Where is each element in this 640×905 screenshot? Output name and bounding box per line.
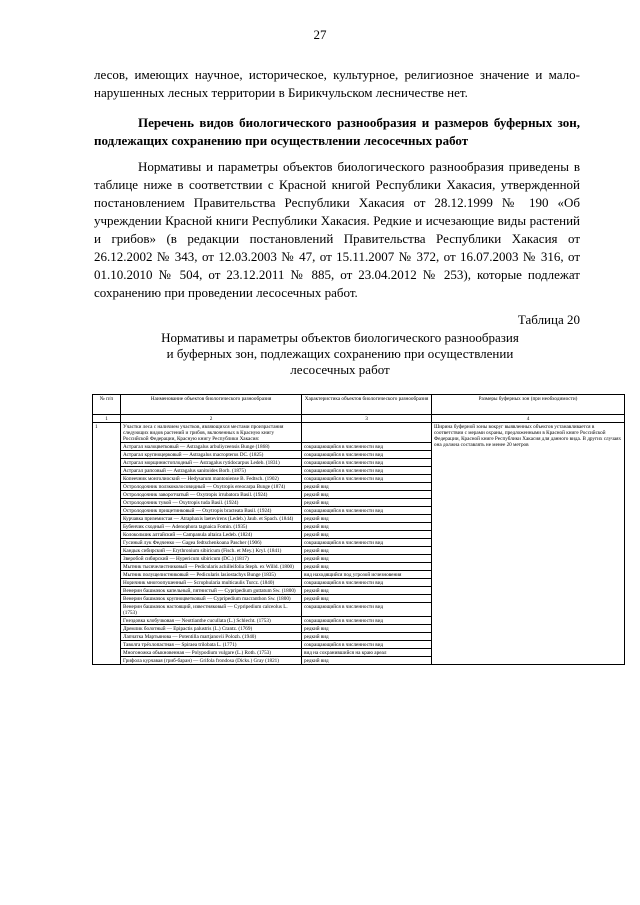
species-name-cell: Остролодочник тувой — Oxytropis tuda Basil. (1924) xyxy=(121,499,302,507)
species-name-cell: Курчавка приземистая — Atraphaxis laetevirens (Ledeb.) Jaub. et Spach. (1844) xyxy=(121,515,302,523)
intro-paragraph: лесов, имеющих научное, историческое, культурное, религиозное значение и мало-нарушенных лесных территории в Бирикчульском лесничестве нет. xyxy=(94,67,580,100)
characteristic-cell: сокращающийся в численности вид xyxy=(302,617,432,625)
characteristic-cell: редкий вид xyxy=(302,491,432,499)
table-header-row xyxy=(93,395,625,415)
characteristic-cell: сокращающийся в численности вид xyxy=(302,451,432,459)
characteristic-cell: редкий вид xyxy=(302,587,432,595)
characteristic-cell: вид на сохранившийся на краю ареал xyxy=(302,649,432,657)
characteristic-cell: сокращающийся в численности вид xyxy=(302,579,432,587)
species-name-cell: Астрагал морщинистоплодный — Astragalus rytidocarpus Ledeb. (1831) xyxy=(121,459,302,467)
body-paragraph: Нормативы и параметры объектов биологического разнообразия приведены в таблице ниже в соответствии с Красной книгой Республики Хакасия, утвержденной постановлением Правительства Республики Хакасия от 28.12.1999 № 190 «Об учреждении Красной книги Республики Хакасия. Редкие и исчезающие виды растений и грибов» (в редакции постановлений Правительства Республики Хакасия от 26.12.2002 № 343, от 12.03.2003 № 47, от 15.11.2007 № 372, от 16.07.2003 № 316, от 01.10.2010 № 504, от 23.12.2011 № 885, от 23.04.2012 № 253), которые подлежат сохранению при проведении лесосечных работ. xyxy=(94,159,580,300)
characteristic-cell: редкий вид xyxy=(302,547,432,555)
index-cell: 2 xyxy=(121,415,302,423)
species-name-cell: Зверобой сибирский — Hypericum sibiricum (DC.) (1817) xyxy=(121,555,302,563)
species-table xyxy=(92,394,625,665)
characteristic-cell: редкий вид xyxy=(302,633,432,641)
characteristic-cell xyxy=(302,423,432,443)
species-name-cell: Остролодочник ползкоколосовидный — Oxytropis ereocarpa Bunge (1874) xyxy=(121,483,302,491)
species-name-cell: Астрагал малоцветковый — Astragalus arbuliyceensis Bunge (1868) xyxy=(121,443,302,451)
header-buffer: Размеры буферных зон (при необходимости) xyxy=(432,395,625,415)
species-name-cell: Участки леса с наличием участков, являющихся местами произрастания следующих видов растений и грибов, включенных в Красную книгу Российской Федерации, Красную книгу Республики Хакасия: xyxy=(121,423,302,443)
species-name-cell: Таволга трёхлопастная — Spiraea trilobata L. (1771) xyxy=(121,641,302,649)
characteristic-cell: вид находящийся под угрозой исчезновения xyxy=(302,571,432,579)
index-cell: 3 xyxy=(302,415,432,423)
characteristic-cell: сокращающийся в численности вид xyxy=(302,459,432,467)
species-name-cell: Венерин башмачок настоящий, известняковый — Cypripedium calceolus L. (1753) xyxy=(121,603,302,617)
buffer-zone-cell: Ширина буферной зоны вокруг выявленных объектов устанавливается в соответствии с мерами охраны, предложенными в Красной книге Российской Федерации, Красной книге Республики Хакасия для данного вида. В других случаях она должна составлять не менее 20 метров xyxy=(432,423,625,665)
characteristic-cell: сокращающийся в численности вид xyxy=(302,443,432,451)
page-number: 27 xyxy=(313,27,327,42)
species-name-cell: Гусиный лук Федченко — Gagea fedtschenkoana Pascher (1906) xyxy=(121,539,302,547)
characteristic-cell: сокращающийся в численности вид xyxy=(302,641,432,649)
species-name-cell: Дремлик болотный — Epipactis palustris (L.) Crantz. (1769) xyxy=(121,625,302,633)
species-name-cell: Грифола курчавая (гриб-баран) — Grifola frondosa (Dicks.) Gray (1821) xyxy=(121,657,302,665)
species-name-cell: Венерин башмачок капельный, пятнистый — Cypripedium guttatum Sw. (1800) xyxy=(121,587,302,595)
characteristic-cell: сокращающийся в численности вид xyxy=(302,475,432,483)
characteristic-cell: сокращающийся в численности вид xyxy=(302,467,432,475)
characteristic-cell: редкий вид xyxy=(302,563,432,571)
table-row xyxy=(93,423,625,443)
characteristic-cell: редкий вид xyxy=(302,595,432,603)
species-name-cell: Норичник многоопушенный — Scrophularia multicaulis Turcz. (1840) xyxy=(121,579,302,587)
species-name-cell: Венерин башмачок крупноцветковый — Cypripedium macranthon Sw. (1800) xyxy=(121,595,302,603)
characteristic-cell: редкий вид xyxy=(302,555,432,563)
row-number-cell: 1 xyxy=(93,423,121,665)
species-name-cell: Остролодочник прищетинковый — Oxytropis bracteata Basil. (1924) xyxy=(121,507,302,515)
characteristic-cell: сокращающийся в численности вид xyxy=(302,603,432,617)
table-number: Таблица 20 xyxy=(517,312,580,327)
species-name-cell: Астрагал крупноцерковый — Astragalus macropterus DC. (1825) xyxy=(121,451,302,459)
species-name-cell: Лапчатка Мартьянова — Potentilla martjanovii Polozh. (1940) xyxy=(121,633,302,641)
characteristic-cell: редкий вид xyxy=(302,531,432,539)
index-cell: 4 xyxy=(432,415,625,423)
characteristic-cell: редкий вид xyxy=(302,483,432,491)
table-title: Нормативы и параметры объектов биологического разнообразия и буферных зон, подлежащих сохранению при осуществлении лесосечных работ xyxy=(161,330,519,377)
species-name-cell: Колокольчик алтайский — Campanula altaica Ledeb. (1824) xyxy=(121,531,302,539)
characteristic-cell: редкий вид xyxy=(302,515,432,523)
header-characteristic: Характеристика объектов биологического разнообразия xyxy=(302,395,432,415)
characteristic-cell: сокращающийся в численности вид xyxy=(302,539,432,547)
characteristic-cell: редкий вид xyxy=(302,625,432,633)
species-name-cell: Астрагал рапсовый — Astragalus sanitoides Borb. (1875) xyxy=(121,467,302,475)
header-number: № п/п xyxy=(93,395,121,415)
species-name-cell: Мытник полущелистниковый — Pedicularis lasiostachys Bunge (1835) xyxy=(121,571,302,579)
species-name-cell: Остролодочник заворотчатый — Oxytropis irrubatora Basil. (1924) xyxy=(121,491,302,499)
characteristic-cell: редкий вид xyxy=(302,657,432,665)
characteristic-cell: редкий вид xyxy=(302,523,432,531)
species-name-cell: Гнездовка клобучковая — Neottianthe cucullata (L.) Schlecht. (1753) xyxy=(121,617,302,625)
characteristic-cell: редкий вид xyxy=(302,499,432,507)
species-name-cell: Копеечник монголиоский — Hedysarum mantoniense B. Fedtsch. (1902) xyxy=(121,475,302,483)
species-name-cell: Многоножка обыкновенная — Polypodium vulgare (L.) Roth. (1753) xyxy=(121,649,302,657)
table-index-row xyxy=(93,415,625,423)
species-name-cell: Бубенчик сходный — Adenophora tagnaica Fomin. (1935) xyxy=(121,523,302,531)
species-name-cell: Кандык сибирский — Erythronium sibiricum (Fisch. et Mey.) Kryl. (1841) xyxy=(121,547,302,555)
section-heading: Перечень видов биологического разнообразия и размеров буферных зон, подлежащих сохранению при осуществлении лесосечных работ xyxy=(94,115,580,148)
header-name: Наименование объектов биологического разнообразия xyxy=(121,395,302,415)
species-name-cell: Мытник тысячелистниковый — Pedicularis achilleifolia Steph. ex Willd. (1800) xyxy=(121,563,302,571)
characteristic-cell: сокращающийся в численности вид xyxy=(302,507,432,515)
index-cell: 1 xyxy=(93,415,121,423)
